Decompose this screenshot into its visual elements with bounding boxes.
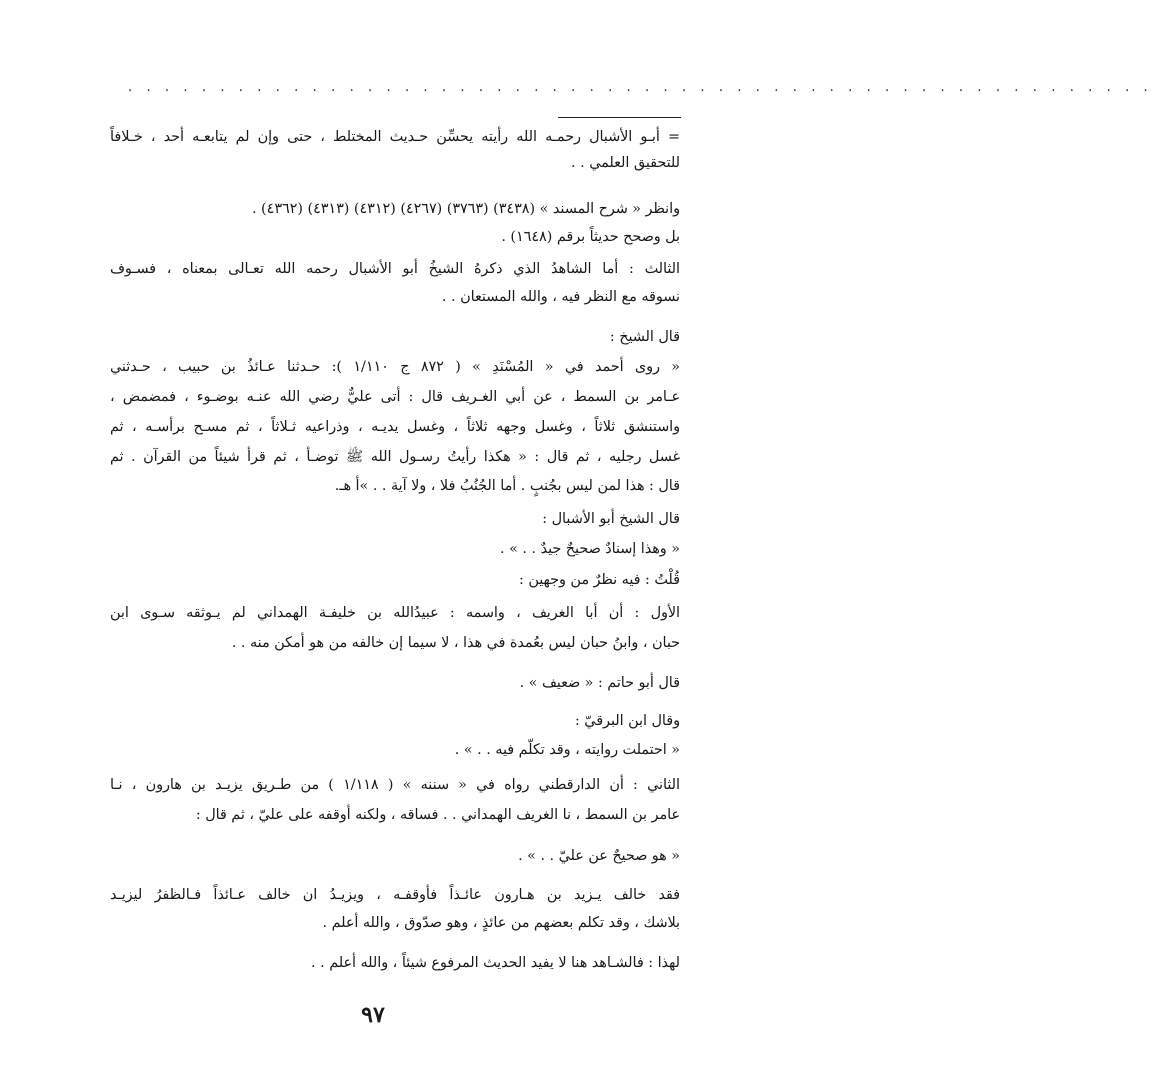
text-line: وانظر « شرح المسند » (٣٤٣٨) (٣٧٦٣) (٤٢٦٧) (٤٣١٢) (٤٣١٣) (٤٣٦٢) .: [251, 201, 680, 217]
footnote-line: للتحقيق العلمي . .: [571, 155, 680, 171]
text-line: بلاشك ، وقد تكلم بعضهم من عائذٍ ، وهو صدّوق ، والله أعلم .: [322, 915, 680, 931]
hadith-line: عـامر بن السمط ، عن أبي الغـريف قال : أتى عليٌّ رضي الله عنـه بوضـوء ، فمضمض ،: [110, 389, 680, 405]
hadith-line: قال : هذا لمن ليس بجُنبٍ . أما الجُنُبُ فلا ، ولا آية . . »أ هـ.: [334, 478, 680, 494]
text-line: قال الشيخ :: [609, 329, 680, 345]
footnote-separator: [558, 117, 681, 118]
text-line: قُلْتُ : فيه نظرٌ من وجهين :: [519, 572, 680, 588]
hadith-line: واستنشق ثلاثاً ، وغسل وجهه ثلاثاً ، وغسل يديـه ، وذراعيه ثـلاثاً ، ثم مسـح برأسـه ، ثم: [110, 419, 680, 435]
hadith-line: غسل رجليه ، ثم قال : « هكذا رأيتُ رسـول الله ﷺ توضـأ ، ثم قرأ شيئاً من القرآن . ثم: [110, 449, 680, 465]
paragraph-third-line: الثالث : أما الشاهدُ الذي ذكرهُ الشيخُ أبو الأشبال رحمه الله تعـالى بمعناه ، فسـوف: [110, 261, 680, 277]
paragraph-second-line: الثاني : أن الدارقطني رواه في « سننه » ( ١/١١٨ ) من طـريق يزيـد بن هارون ، نـا: [110, 777, 680, 793]
text-line: « هو صحيحٌ عن عليّ . . » .: [518, 848, 680, 864]
text-line: لهذا : فالشـاهد هنا لا يفيد الحديث المرفوع شيئاً ، والله أعلم . .: [311, 955, 680, 971]
text-line: « احتملت روايته ، وقد تكلّم فيه . . » .: [454, 742, 680, 758]
text-line: نسوقه مع النظر فيه ، والله المستعان . .: [441, 289, 680, 305]
text-line: قال الشيخ أبو الأشبال :: [542, 511, 680, 527]
text-line: وقال ابن البرقيّ :: [574, 713, 680, 729]
text-line: حبان ، وابنُ حبان ليس بعُمدة في هذا ، لا سيما إن خالفه من هو أمكن منه . .: [231, 635, 680, 651]
footnote-dots: . . . . . . . . . . . . . . . . . . . . . . . . . . . . . . . . . . . . . . . . . . . . . . . . . . . . . . . .: [128, 80, 1153, 95]
paragraph-first-line: الأول : أن أبا الغريف ، واسمه : عبيدُالله بن خليفـة الهمداني لم يـوثقه سـوى ابن: [110, 605, 680, 621]
text-line: « وهذا إسنادٌ صحيحٌ جيدٌ . . » .: [500, 541, 680, 557]
text-line: فقد خالف يـزيد بن هـارون عائـذاً فأوقفـه ، ويزيـدُ ان خالف عـائذاً فـالظفرُ ليزيـد: [110, 887, 680, 903]
hadith-line: « روى أحمد في « المُسْنَدِ » ( ٨٧٢ ج ١/١١٠ ): حـدثنا عـائذُ بن حبيب ، حـدثني: [110, 359, 680, 375]
text-line: قال أبو حاتم : « ضعيف » .: [519, 675, 680, 691]
text-line: بل وصحح حديثاً برقم (١٦٤٨) .: [501, 229, 680, 245]
footnote-line: = أبـو الأشبال رحمـه الله رأيته يحسِّن حـديث المختلط ، حتى وإن لم يتابعـه أحد ، خـلافاً: [110, 129, 680, 145]
page-number: ٩٧: [361, 1002, 385, 1028]
text-line: عامر بن السمط ، نا الغريف الهمداني . . فساقه ، ولكنه أوقفه على عليّ ، ثم قال :: [195, 807, 680, 823]
